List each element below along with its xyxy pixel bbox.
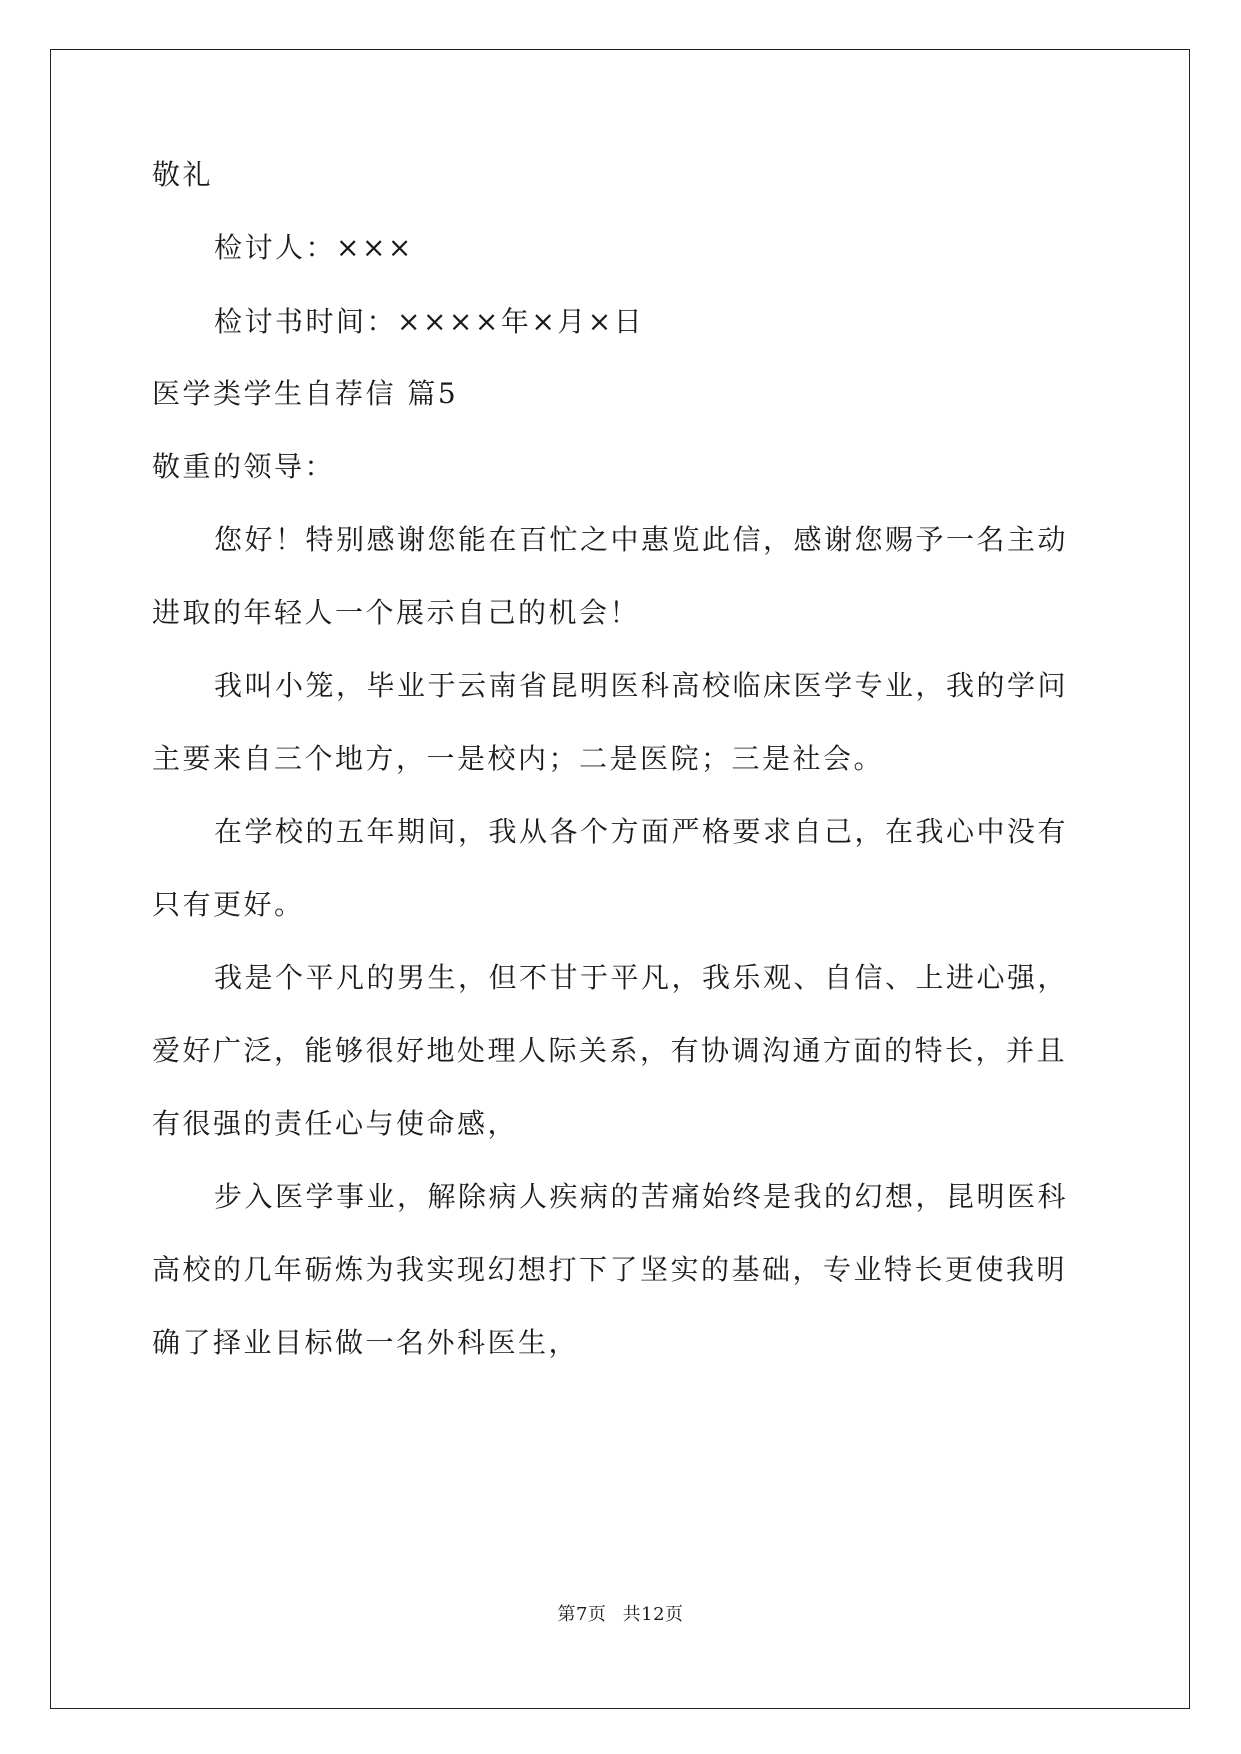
paragraph-line: 进取的年轻人一个展示自己的机会！ bbox=[152, 596, 641, 629]
page-border bbox=[50, 49, 1190, 1709]
section-heading: 医学类学生自荐信 篇5 bbox=[152, 377, 459, 410]
page-number: 第7页 bbox=[557, 1604, 607, 1625]
paragraph-line: 确了择业目标做一名外科医生， bbox=[152, 1326, 580, 1359]
paragraph-line: 步入医学事业，解除病人疾病的苦痛始终是我的幻想，昆明医科 bbox=[214, 1180, 1069, 1213]
closing-salutation: 敬礼 bbox=[152, 158, 214, 191]
signer-line: 检讨人：××× bbox=[214, 231, 414, 264]
paragraph-line: 在学校的五年期间，我从各个方面严格要求自己，在我心中没有 bbox=[214, 815, 1069, 848]
paragraph-line: 有很强的责任心与使命感， bbox=[152, 1107, 519, 1140]
paragraph-line: 主要来自三个地方，一是校内；二是医院；三是社会。 bbox=[152, 742, 885, 775]
date-line: 检讨书时间：××××年×月×日 bbox=[214, 305, 645, 338]
paragraph-line: 爱好广泛，能够很好地处理人际关系，有协调沟通方面的特长，并且 bbox=[152, 1034, 1068, 1067]
paragraph-line: 我叫小笼，毕业于云南省昆明医科高校临床医学专业，我的学问 bbox=[214, 669, 1069, 702]
paragraph-line: 您好！特别感谢您能在百忙之中惠览此信，感谢您赐予一名主动 bbox=[214, 523, 1069, 556]
salutation: 敬重的领导： bbox=[152, 450, 336, 483]
paragraph-line: 高校的几年砺炼为我实现幻想打下了坚实的基础，专业特长更使我明 bbox=[152, 1253, 1068, 1286]
paragraph-line: 我是个平凡的男生，但不甘于平凡，我乐观、自信、上进心强， bbox=[214, 961, 1069, 994]
page-footer bbox=[0, 1600, 1241, 1626]
page-total: 共12页 bbox=[622, 1604, 684, 1625]
paragraph-line: 只有更好。 bbox=[152, 888, 305, 921]
